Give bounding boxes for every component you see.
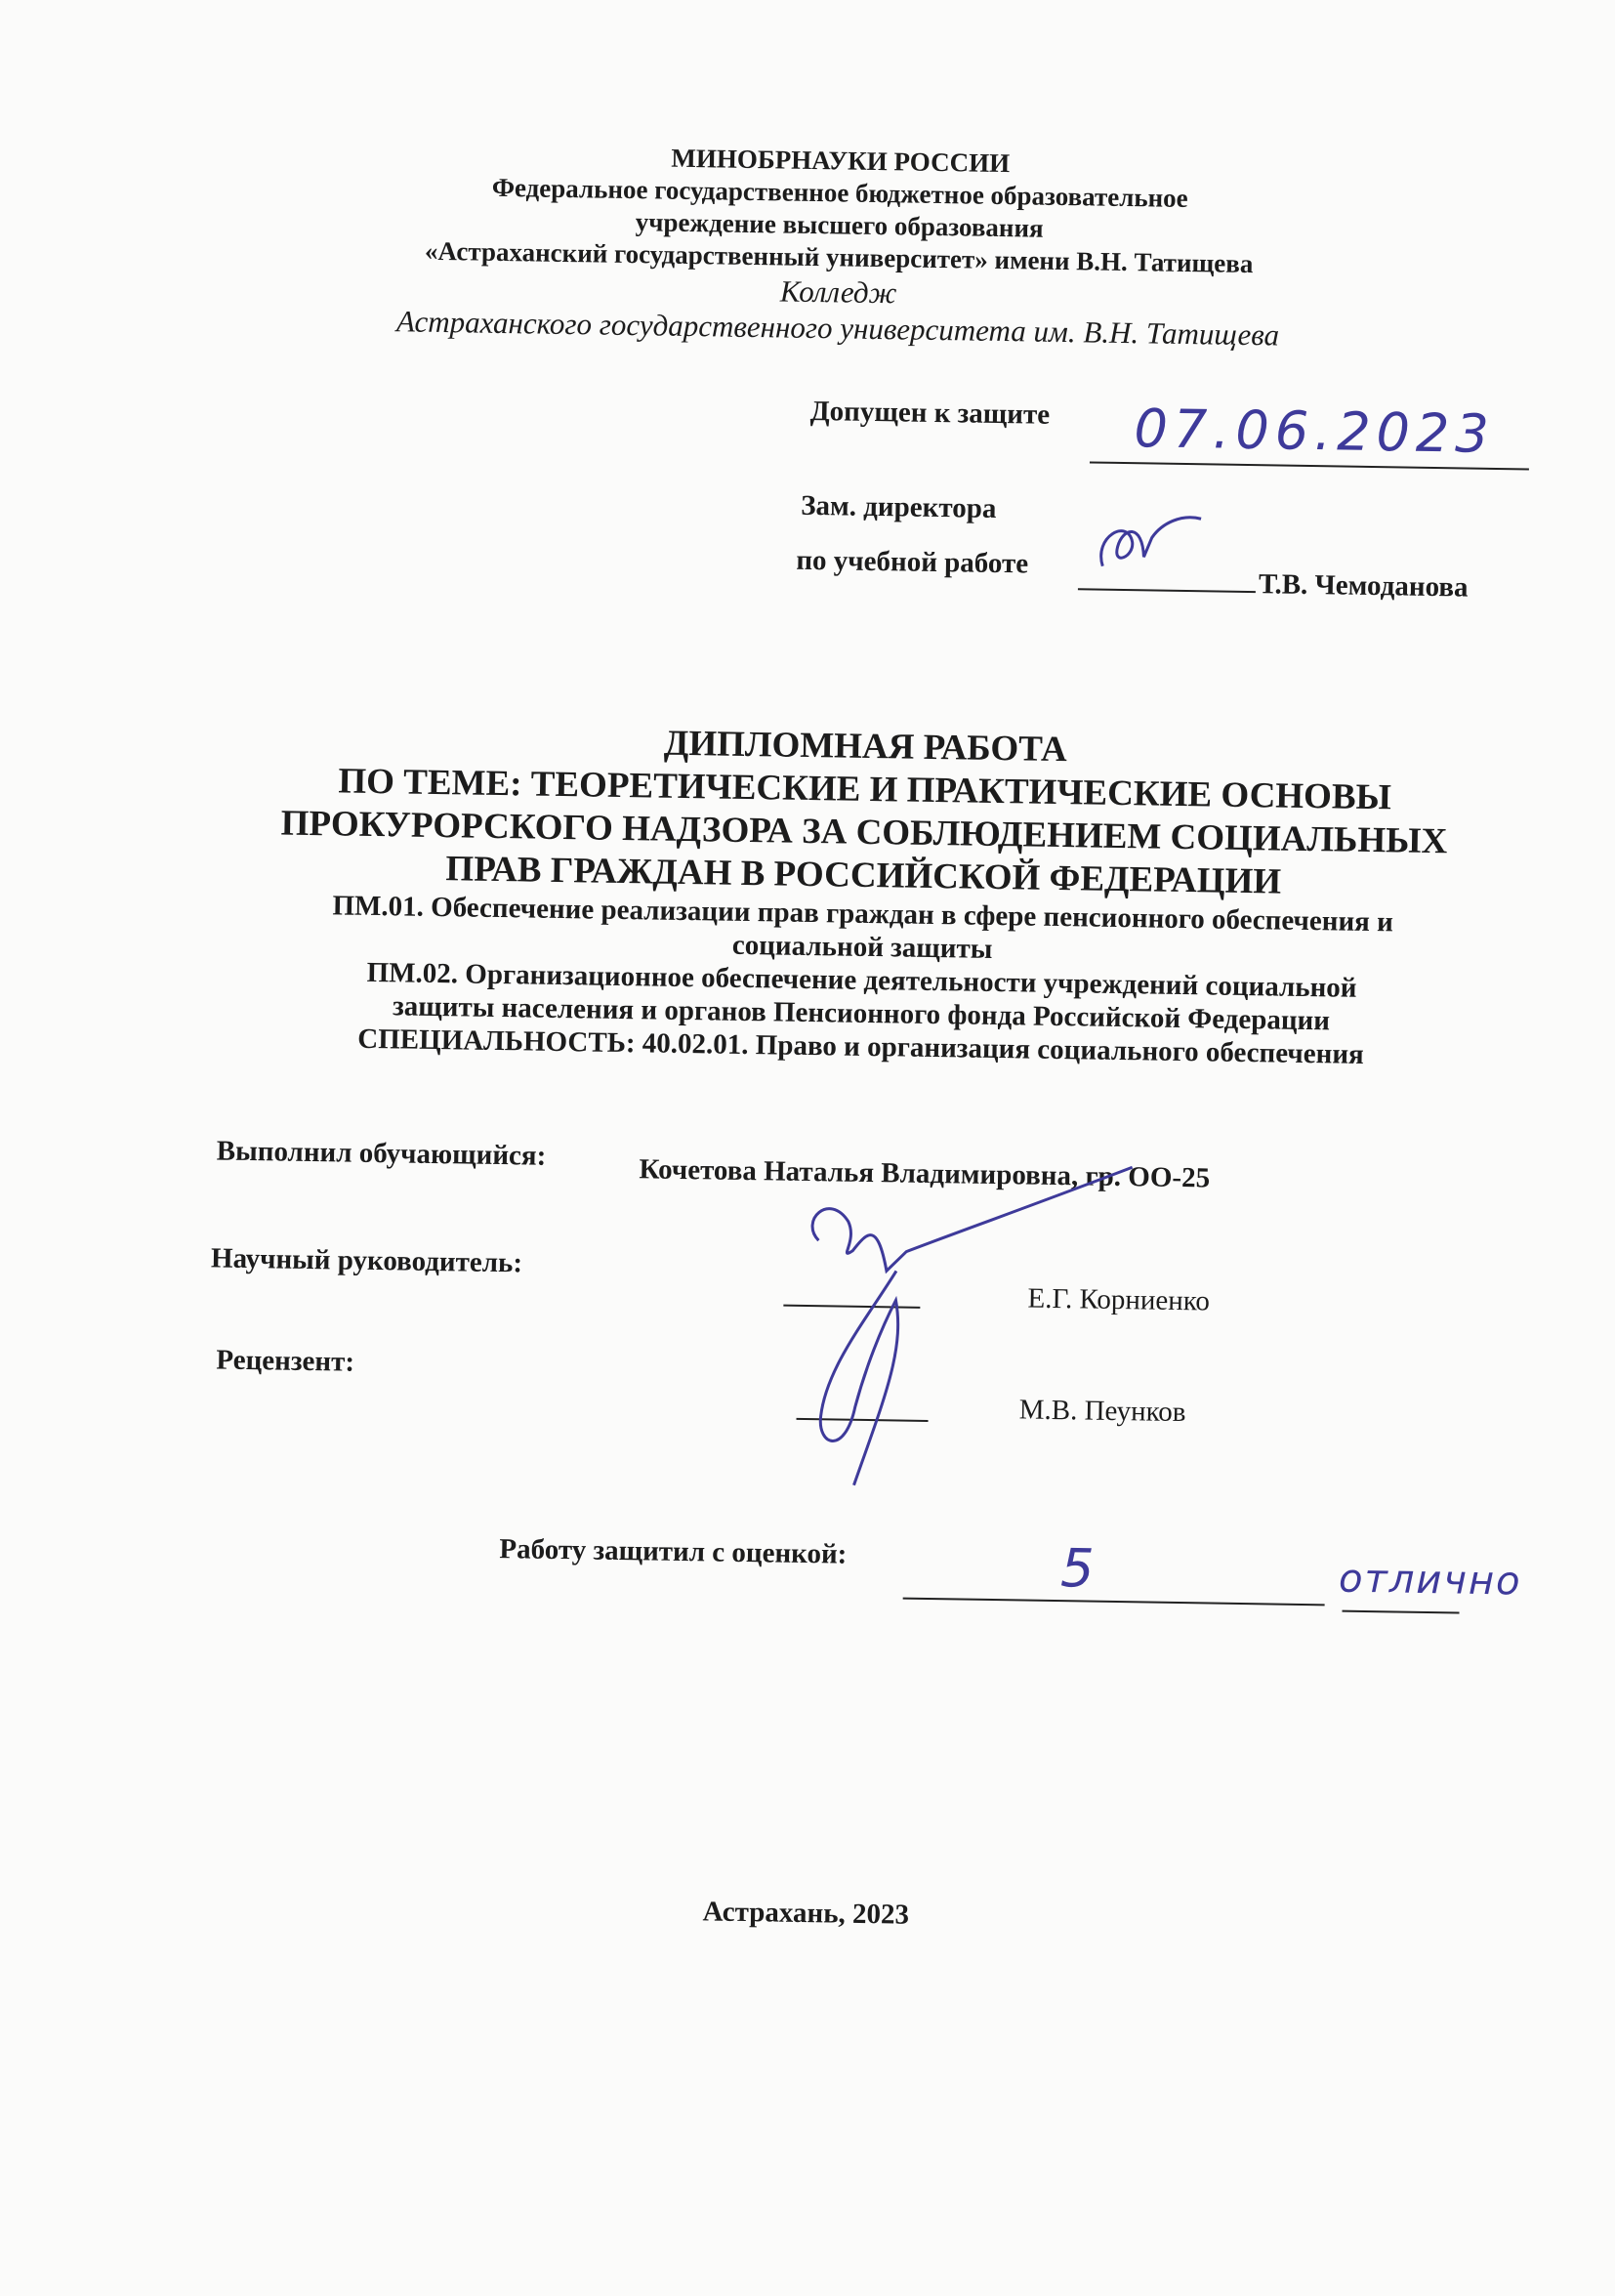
- grade-words-line: [1343, 1610, 1460, 1614]
- deputy-label: Зам. директора: [800, 489, 997, 524]
- institution-header: [345, 137, 1334, 354]
- topic-line-1: ПО ТЕМЕ: ТЕОРЕТИЧЕСКИЕ И ПРАКТИЧЕСКИЕ ОСНОВЫ: [338, 761, 1392, 818]
- university-name: «Астраханский государственный университет» имени В.Н. Татищева: [424, 235, 1254, 279]
- admitted-date: 07.06.2023: [1134, 397, 1496, 465]
- city-year: Астрахань, 2023: [702, 1896, 910, 1931]
- deputy-name: Т.В. Чемоданова: [1258, 568, 1469, 604]
- reviewer-name: М.В. Пеунков: [1018, 1394, 1186, 1429]
- org-line-2: учреждение высшего образования: [635, 207, 1044, 243]
- grade-label: Работу защитил с оценкой:: [499, 1533, 848, 1570]
- work-type: ДИПЛОМНАЯ РАБОТА: [663, 723, 1068, 771]
- topic-line-2: ПРОКУРОРСКОГО НАДЗОРА ЗА СОБЛЮДЕНИЕМ СОЦИАЛЬНЫХ: [280, 803, 1448, 862]
- topic-line-3: ПРАВ ГРАЖДАН В РОССИЙСКОЙ ФЕДЕРАЦИИ: [445, 849, 1282, 902]
- deputy-signature-line: [1078, 588, 1256, 593]
- supervisor-name: Е.Г. Корниенко: [1027, 1282, 1211, 1317]
- grade-line: [903, 1598, 1325, 1607]
- pm02-line-1: ПМ.02. Организационное обеспечение деятельности учреждений социальной: [366, 956, 1357, 1004]
- reviewer-label: Рецензент:: [216, 1344, 355, 1378]
- college-affiliation: Астраханского государственного университета им. В.Н. Татищева: [395, 304, 1280, 353]
- ministry-name: МИНОБРНАУКИ РОССИИ: [671, 143, 1011, 179]
- handwritten-signatures: [756, 1151, 1269, 1511]
- specialty: СПЕЦИАЛЬНОСТЬ: 40.02.01. Право и организация социального обеспечения: [357, 1023, 1365, 1070]
- pm02-line-2: защиты населения и органов Пенсионного фонда Российской Федерации: [392, 990, 1331, 1037]
- deputy-label-2: по учебной работе: [796, 544, 1029, 580]
- student-name: Кочетова Наталья Владимировна, гр. ОО-25: [639, 1153, 1211, 1194]
- grade-value: 5: [1059, 1537, 1101, 1600]
- grade-words: отлично: [1338, 1556, 1522, 1605]
- admitted-label: Допущен к защите: [809, 395, 1051, 431]
- thesis-title-block: [226, 716, 1500, 1073]
- deputy-signature: [1073, 497, 1221, 587]
- org-line-1: Федеральное государственное бюджетное образовательное: [491, 172, 1188, 213]
- supervisor-label: Научный руководитель:: [210, 1242, 523, 1279]
- student-label: Выполнил обучающийся:: [216, 1135, 547, 1172]
- pm01-line-2: социальной защиты: [731, 929, 993, 965]
- pm01-line-1: ПМ.01. Обеспечение реализации прав граждан в сфере пенсионного обеспечения и: [332, 890, 1394, 939]
- college-name: Колледж: [779, 273, 897, 311]
